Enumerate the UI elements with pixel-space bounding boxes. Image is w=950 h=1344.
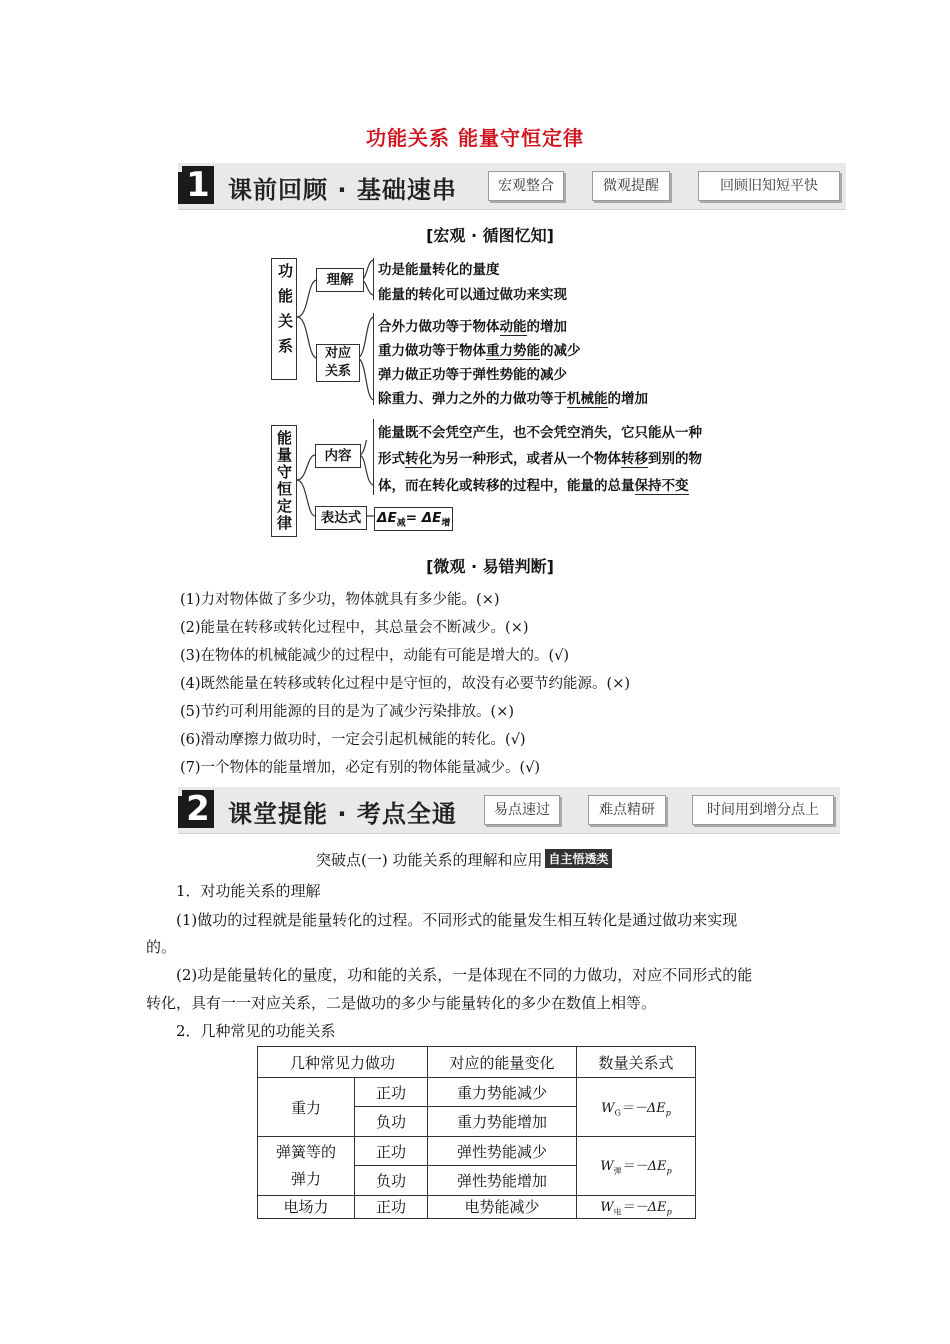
judgment-item: (4)既然能量在转移或转化过程中是守恒的，故没有必要节约能源。(×) xyxy=(180,676,631,692)
table-cell: 负功 xyxy=(355,1107,428,1137)
table-header: 几种常见力做功 xyxy=(258,1047,428,1078)
macro-heading: [宏观 · 循图忆知] xyxy=(426,226,554,245)
p1-line: 转化，具有一一对应关系，二是做功的多少与能量转化的多少在数值上相等。 xyxy=(146,994,657,1012)
p1-line: (2)功是能量转化的量度，功和能的关系，一是体现在不同的力做功，对应不同形式的能 xyxy=(176,966,753,984)
bracket-content xyxy=(373,419,374,495)
p1-heading: 1．对功能关系的理解 xyxy=(176,882,321,900)
table-cell: 正功 xyxy=(355,1078,428,1107)
correspond-line: 合外力做功等于物体动能的增加 xyxy=(378,319,567,335)
table-cell: 电场力 xyxy=(258,1196,355,1219)
table-cell: 重力势能增加 xyxy=(428,1107,577,1137)
table-cell: 弹性势能减少 xyxy=(428,1137,577,1166)
section1-banner xyxy=(178,163,846,210)
judgment-item: (6)滑动摩擦力做功时，一定会引起机械能的转化。(√) xyxy=(180,732,526,748)
correspond-line: 重力做功等于物体重力势能的减少 xyxy=(378,343,581,359)
breakthrough-heading: 突破点(一) 功能关系的理解和应用 自主悟透类 xyxy=(316,849,612,870)
mindmap2-root xyxy=(271,425,297,537)
tag-hard: 难点精研 xyxy=(588,795,666,825)
expression-formula: $\Delta E_减= \Delta E_增$ xyxy=(374,507,453,531)
judgment-item: (1)力对物体做了多少功，物体就具有多少能。(×) xyxy=(180,592,500,608)
table-cell: 负功 xyxy=(355,1166,428,1196)
mindmap1-root xyxy=(271,258,297,380)
table-cell: 重力势能减少 xyxy=(428,1078,577,1107)
tag-micro: 微观提醒 xyxy=(592,171,670,201)
micro-heading: [微观 · 易错判断] xyxy=(426,557,554,576)
table-formula: $W_G=-\Delta E_p$ xyxy=(577,1078,696,1137)
table-formula: $W_弹=-\Delta E_p$ xyxy=(577,1137,696,1196)
node-correspond-label: 对应关系 xyxy=(324,346,351,379)
work-energy-table xyxy=(257,1046,696,1219)
table-cell: 电势能减少 xyxy=(428,1196,577,1219)
content-line-1: 能量既不会凭空产生，也不会凭空消失，它只能从一种 xyxy=(378,425,702,441)
judgment-item: (2)能量在转移或转化过程中，其总量会不断减少。(×) xyxy=(180,620,529,636)
table-cell: 正功 xyxy=(355,1137,428,1166)
node-understand: 理解 xyxy=(316,268,364,292)
section1-heading: 课前回顾 · 基础速串 xyxy=(228,176,457,204)
mindmap1-root-label: 功能关系 xyxy=(276,263,294,363)
node-correspond xyxy=(316,344,360,382)
understand-line: 功是能量转化的量度 xyxy=(378,262,500,278)
node-content: 内容 xyxy=(315,444,361,468)
tag-review: 回顾旧知短平快 xyxy=(698,171,840,201)
section2-banner xyxy=(178,787,840,834)
table-header: 数量关系式 xyxy=(577,1047,696,1078)
bracket-correspond xyxy=(373,313,374,405)
p1-line: 的。 xyxy=(146,938,177,956)
tag-macro: 宏观整合 xyxy=(488,171,564,201)
page-title: 功能关系 能量守恒定律 xyxy=(366,126,584,150)
section2-number: 2 xyxy=(182,790,214,828)
table-cell: 弹簧等的弹力 xyxy=(258,1137,355,1196)
breakthrough-tag: 自主悟透类 xyxy=(545,849,611,868)
table-cell: 弹性势能增加 xyxy=(428,1166,577,1196)
tag-easy: 易点速过 xyxy=(484,795,560,825)
p1-line: (1)做功的过程就是能量转化的过程。不同形式的能量发生相互转化是通过做功来实现 xyxy=(176,911,738,929)
mindmap2-root-label: 能量守恒定律 xyxy=(275,430,293,532)
node-expression: 表达式 xyxy=(315,506,367,530)
table-cell: 重力 xyxy=(258,1078,355,1137)
table-cell: 正功 xyxy=(355,1196,428,1219)
content-line-3: 体，而在转化或转移的过程中，能量的总量保持不变 xyxy=(378,478,689,494)
table-formula: $W_电=-\Delta E_p$ xyxy=(577,1196,696,1219)
content-line-2: 形式转化为另一种形式，或者从一个物体转移到别的物 xyxy=(378,451,702,467)
correspond-line: 除重力、弹力之外的力做功等于机械能的增加 xyxy=(378,391,648,407)
section1-number: 1 xyxy=(182,166,214,204)
bracket-understand xyxy=(373,258,374,300)
section2-heading: 课堂提能 · 考点全通 xyxy=(228,800,457,828)
understand-line: 能量的转化可以通过做功来实现 xyxy=(378,287,567,303)
judgment-item: (3)在物体的机械能减少的过程中，动能有可能是增大的。(√) xyxy=(180,648,570,664)
judgment-item: (7)一个物体的能量增加，必定有别的物体能量减少。(√) xyxy=(180,760,541,776)
correspond-line: 弹力做正功等于弹性势能的减少 xyxy=(378,367,567,383)
p2-heading: 2．几种常见的功能关系 xyxy=(176,1022,336,1040)
tag-time: 时间用到增分点上 xyxy=(692,795,834,825)
table-header: 对应的能量变化 xyxy=(428,1047,577,1078)
judgment-item: (5)节约可利用能源的目的是为了减少污染排放。(×) xyxy=(180,704,515,720)
